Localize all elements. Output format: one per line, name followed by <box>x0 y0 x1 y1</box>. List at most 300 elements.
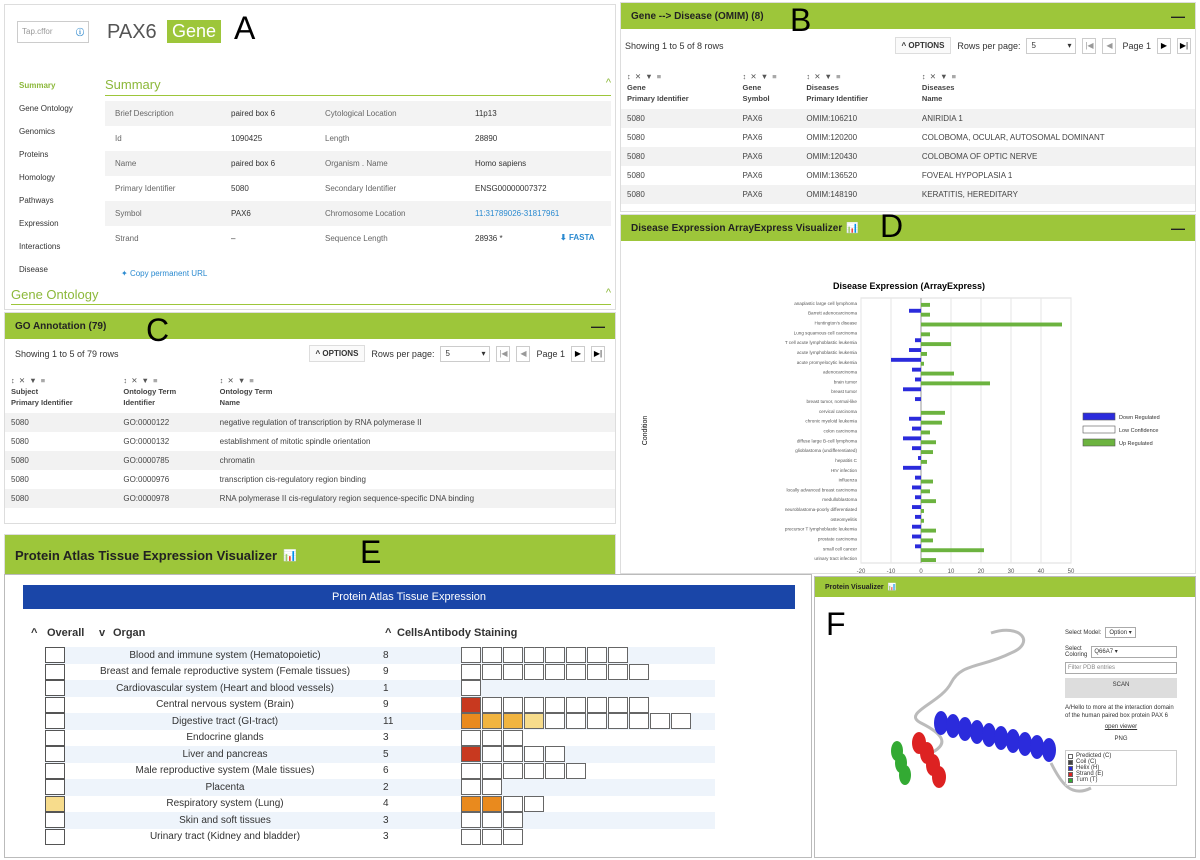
column-tools-icon[interactable]: ↕ ✕ ▼ ≡ <box>219 376 255 385</box>
table-cell: GO:0000978 <box>117 489 213 508</box>
cell-count: 9 <box>383 666 389 678</box>
sidebar-item[interactable]: Expression <box>19 219 59 228</box>
staining-cell[interactable] <box>545 664 565 680</box>
sort-icon[interactable]: ^ <box>31 627 38 639</box>
staining-cell[interactable] <box>482 647 502 663</box>
plot-area <box>861 298 1071 563</box>
sidebar-item[interactable]: Homology <box>19 173 56 182</box>
y-tick-label: breast tumor, normal-like <box>806 399 857 405</box>
table-cell: GO:0000976 <box>123 475 170 484</box>
staining-cell[interactable] <box>482 779 502 795</box>
staining-cell[interactable] <box>566 697 586 713</box>
column-header[interactable] <box>737 66 801 109</box>
staining-cell[interactable] <box>461 746 481 762</box>
summary-v1: – <box>231 234 236 243</box>
staining-cell[interactable] <box>545 697 565 713</box>
go-toolbar <box>5 339 615 368</box>
staining-cell[interactable] <box>482 829 502 845</box>
search-box[interactable] <box>17 21 89 43</box>
protein-atlas-panel <box>4 534 616 574</box>
staining-cell[interactable] <box>482 763 502 779</box>
bar-down <box>912 535 921 539</box>
summary-k1: Brief Description <box>115 109 174 118</box>
minimize-icon[interactable]: — <box>1171 220 1185 236</box>
table-cell: 5080 <box>11 437 29 446</box>
options-button[interactable]: ^ OPTIONS <box>309 345 366 362</box>
table-cell: PAX6 <box>742 171 763 180</box>
x-tick-label: -20 <box>856 569 866 575</box>
first-page-button[interactable]: |◀ <box>1082 38 1096 54</box>
staining-cell[interactable] <box>608 664 628 680</box>
rows-per-page-value: 5 <box>1031 40 1036 50</box>
staining-cell[interactable] <box>461 829 481 845</box>
rows-per-page-label: Rows per page: <box>957 40 1021 51</box>
sidebar-item[interactable]: Gene Ontology <box>19 104 73 113</box>
organ-row <box>45 796 715 813</box>
cell-count: 2 <box>383 781 389 793</box>
bar-up <box>921 509 924 513</box>
staining-cell[interactable] <box>608 647 628 663</box>
column-header[interactable] <box>117 370 213 413</box>
staining-cell[interactable] <box>482 812 502 828</box>
legend-swatch <box>1068 772 1073 777</box>
staining-cell[interactable] <box>566 647 586 663</box>
summary-v2: 11p13 <box>475 109 497 118</box>
staining-cell[interactable] <box>629 697 649 713</box>
disease-showing: Showing 1 to 5 of 8 rows <box>625 40 724 51</box>
staining-cell[interactable] <box>671 713 691 729</box>
disease-toolbar <box>621 29 1195 62</box>
table-cell: PAX6 <box>737 147 801 166</box>
column-header[interactable] <box>621 66 737 109</box>
staining-cell[interactable] <box>608 713 628 729</box>
bar-down <box>909 348 921 352</box>
organ-name: Breast and female reproductive system (Female tissues) <box>99 666 351 678</box>
summary-v2: 28936 * <box>475 234 503 243</box>
table-cell: COLOBOMA, OCULAR, AUTOSOMAL DOMINANT <box>921 133 1105 142</box>
summary-row <box>105 101 611 126</box>
column-header[interactable] <box>214 370 615 413</box>
staining-cells <box>461 647 629 663</box>
staining-cell[interactable] <box>608 697 628 713</box>
legend-label: Turn (T) <box>1076 777 1098 783</box>
bar-up <box>921 529 936 533</box>
arrayexpress-chart <box>621 241 1197 575</box>
column-header[interactable] <box>800 66 916 109</box>
y-tick-label: urinary tract infection <box>814 556 857 562</box>
column-tools-icon[interactable]: ↕ ✕ ▼ ≡ <box>742 72 778 81</box>
column-header-line1: Ontology Term <box>219 387 273 396</box>
fasta-link[interactable]: ⬇ FASTA <box>560 233 595 242</box>
permalink-link[interactable]: ✦ Copy permanent URL <box>121 269 208 278</box>
staining-cell[interactable] <box>566 713 586 729</box>
staining-cell[interactable] <box>545 746 565 762</box>
staining-cells <box>461 697 650 713</box>
go-panel-title: GO Annotation (79) <box>15 320 107 332</box>
overall-swatch <box>45 713 65 729</box>
sidebar-item[interactable]: Proteins <box>19 150 49 159</box>
table-cell: OMIM:148190 <box>800 185 916 204</box>
organ-name: Central nervous system (Brain) <box>156 699 294 711</box>
column-header[interactable] <box>916 66 1195 109</box>
table-cell: negative regulation of transcription by RNA polymerase II <box>214 413 615 432</box>
bar-up <box>921 499 936 503</box>
overall-swatch <box>45 763 65 779</box>
staining-cell[interactable] <box>482 730 502 746</box>
cell-count: 9 <box>383 699 389 711</box>
staining-cell[interactable] <box>503 796 523 812</box>
sidebar-nav <box>19 81 97 288</box>
collapse-icon[interactable]: ^ <box>605 287 611 299</box>
bar-up <box>921 431 930 435</box>
next-page-button[interactable]: ▶ <box>1157 38 1171 54</box>
y-tick-label: neuroblastoma-poorly differentiated <box>784 507 857 513</box>
table-header-row <box>621 66 1195 109</box>
staining-cell[interactable] <box>461 812 481 828</box>
go-annotation-panel <box>4 312 616 524</box>
rows-per-page-select[interactable] <box>1026 38 1076 54</box>
info-icon: ⓘ <box>76 28 84 37</box>
helix-green <box>891 741 911 785</box>
organ-row <box>45 829 715 846</box>
staining-cell[interactable] <box>461 713 481 729</box>
summary-title: Summary <box>105 77 161 92</box>
staining-cell[interactable] <box>503 812 523 828</box>
summary-v2: Homo sapiens <box>475 159 527 168</box>
y-tick-label: Barrett adenocarcinoma <box>807 310 857 316</box>
summary-v2: 28890 <box>475 134 498 143</box>
legend-label: Low Confidence <box>1119 428 1159 434</box>
collapse-icon[interactable]: ^ <box>605 77 611 89</box>
organ-row <box>45 680 715 697</box>
summary-v2[interactable]: 11:31789026-31817961 <box>475 209 560 218</box>
cell-count: 11 <box>383 715 394 727</box>
col-overall[interactable]: Overall <box>47 627 85 639</box>
staining-cell[interactable] <box>461 697 481 713</box>
staining-cell[interactable] <box>461 680 481 696</box>
column-header-line2: Symbol <box>742 94 770 103</box>
staining-cell[interactable] <box>461 779 481 795</box>
column-header-line1: Gene <box>627 83 646 92</box>
gene-badge: Gene <box>167 20 221 43</box>
column-header-line2: Identifier <box>123 398 156 407</box>
x-tick-label: 0 <box>919 569 923 575</box>
staining-cell[interactable] <box>629 713 649 729</box>
staining-cell[interactable] <box>629 664 649 680</box>
table-row <box>5 489 615 508</box>
bar-up <box>921 421 942 425</box>
legend-label: Up Regulated <box>1119 441 1153 447</box>
staining-cell[interactable] <box>566 664 586 680</box>
last-page-button[interactable]: ▶| <box>591 346 605 362</box>
staining-cell[interactable] <box>503 829 523 845</box>
staining-cell[interactable] <box>587 713 607 729</box>
staining-cell[interactable] <box>524 763 544 779</box>
options-label: OPTIONS <box>322 349 359 358</box>
bar-down <box>903 387 921 391</box>
staining-cell[interactable] <box>524 713 544 729</box>
png-button[interactable]: PNG <box>1114 736 1128 742</box>
legend-swatch <box>1083 426 1115 433</box>
organ-row <box>45 664 715 681</box>
staining-cell[interactable] <box>650 713 670 729</box>
overall-swatch <box>45 730 65 746</box>
column-tools-icon[interactable]: ↕ ✕ ▼ ≡ <box>123 376 159 385</box>
open-viewer-link[interactable]: open viewer <box>1104 724 1138 730</box>
prev-page-button[interactable]: ◀ <box>1102 38 1116 54</box>
staining-cell[interactable] <box>524 697 544 713</box>
options-button[interactable]: ^ OPTIONS <box>895 37 952 54</box>
bar-down <box>915 544 921 548</box>
legend-label: Helix (H) <box>1076 765 1100 771</box>
sort-icon[interactable]: v <box>99 627 106 639</box>
table-cell: GO:0000785 <box>117 451 213 470</box>
protein-atlas-bar <box>5 535 615 575</box>
table-cell: 5080 <box>621 109 737 128</box>
y-tick-label: small cell cancer <box>823 546 857 552</box>
sidebar-item[interactable]: Summary <box>19 81 56 90</box>
staining-cell[interactable] <box>503 763 523 779</box>
bar-down <box>912 525 921 529</box>
arrayexpress-title: Disease Expression ArrayExpress Visualizer <box>631 222 843 234</box>
bar-down <box>912 446 921 450</box>
sidebar-item[interactable]: Pathways <box>19 196 54 205</box>
y-tick-label: precursor T lymphoblastic leukemia <box>784 526 857 532</box>
staining-cell[interactable] <box>503 664 523 680</box>
table-cell: GO:0000122 <box>117 413 213 432</box>
column-header-line1: Ontology Term <box>123 387 177 396</box>
cell-count: 6 <box>383 765 389 777</box>
staining-cell[interactable] <box>587 664 607 680</box>
staining-cell[interactable] <box>566 763 586 779</box>
bar-down <box>912 427 921 431</box>
staining-cell[interactable] <box>482 713 502 729</box>
table-cell: OMIM:120430 <box>800 147 916 166</box>
column-header-line2: Primary Identifier <box>11 398 73 407</box>
y-tick-label: prostate carcinoma <box>817 536 857 542</box>
table-cell: 5080 <box>627 171 645 180</box>
staining-cell[interactable] <box>461 763 481 779</box>
bar-down <box>903 466 921 470</box>
y-tick-label: medulloblastoma <box>822 497 857 503</box>
x-tick-label: 50 <box>1067 569 1075 575</box>
table-cell: ANIRIDIA 1 <box>916 109 1195 128</box>
model-select[interactable]: Option ▾ <box>1105 627 1135 638</box>
column-header-line1: Gene <box>742 83 762 92</box>
table-row <box>621 147 1195 166</box>
coloring-select[interactable]: Q66A7 ▾ <box>1091 646 1177 658</box>
search-placeholder: Tap.cffor <box>22 27 53 36</box>
x-tick-label: 20 <box>977 569 985 575</box>
column-header[interactable] <box>5 370 117 413</box>
summary-k2: Chromosome Location <box>325 209 406 218</box>
col-cells[interactable]: Cells <box>397 627 424 639</box>
staining-cell[interactable] <box>587 697 607 713</box>
model-select-value: Option <box>1109 630 1128 636</box>
staining-cell[interactable] <box>503 697 523 713</box>
table-row <box>5 451 615 470</box>
table-row <box>5 413 615 432</box>
page-label: Page 1 <box>536 348 565 359</box>
column-tools-icon[interactable]: ↕ ✕ ▼ ≡ <box>806 72 842 81</box>
legend-label: Coil (C) <box>1076 759 1097 765</box>
staining-cell[interactable] <box>524 796 544 812</box>
staining-cell[interactable] <box>545 763 565 779</box>
prev-page-button[interactable]: ◀ <box>516 346 530 362</box>
chart-icon: 📊 <box>283 549 297 562</box>
x-tick-label: 30 <box>1007 569 1015 575</box>
cell-count: 3 <box>383 732 389 744</box>
y-tick-label: cervical carcinoma <box>818 408 857 414</box>
scan-button[interactable]: SCAN <box>1065 678 1177 698</box>
legend-swatch <box>1068 760 1073 765</box>
staining-cell[interactable] <box>461 664 481 680</box>
legend-item <box>1068 777 1174 783</box>
staining-cell[interactable] <box>545 647 565 663</box>
bar-up <box>921 538 933 542</box>
table-cell: PAX6 <box>737 185 801 204</box>
organ-row <box>45 713 715 730</box>
staining-cell[interactable] <box>503 713 523 729</box>
x-tick-label: -10 <box>886 569 896 575</box>
staining-cell[interactable] <box>461 647 481 663</box>
staining-cell[interactable] <box>482 664 502 680</box>
staining-cell[interactable] <box>587 647 607 663</box>
go-panel-bar <box>5 313 615 339</box>
last-page-button[interactable]: ▶| <box>1177 38 1191 54</box>
select-label: Select <box>1065 646 1082 652</box>
y-tick-label: anaplastic large cell lymphoma <box>794 300 857 306</box>
bar-down <box>912 505 921 509</box>
table-cell: COLOBOMA OF OPTIC NERVE <box>916 147 1195 166</box>
bar-up <box>921 323 1062 327</box>
staining-cells <box>461 680 482 696</box>
sidebar-item[interactable]: Interactions <box>19 242 61 251</box>
organ-name: Male reproductive system (Male tissues) <box>135 765 315 777</box>
staining-cell[interactable] <box>524 647 544 663</box>
bar-down <box>915 378 921 382</box>
table-cell: 5080 <box>621 185 737 204</box>
staining-cell[interactable] <box>482 796 502 812</box>
page-label: Page 1 <box>1122 40 1151 51</box>
cell-count: 4 <box>383 798 389 810</box>
label-b: B <box>790 2 812 38</box>
next-page-button[interactable]: ▶ <box>571 346 585 362</box>
staining-cell[interactable] <box>503 730 523 746</box>
organ-name: Respiratory system (Lung) <box>166 798 284 810</box>
bar-down <box>915 476 921 480</box>
table-cell: PAX6 <box>742 133 763 142</box>
minimize-icon[interactable]: — <box>1171 8 1185 24</box>
x-tick-label: 10 <box>947 569 955 575</box>
bar-up <box>921 303 930 307</box>
staining-cell[interactable] <box>482 746 502 762</box>
summary-k1: Primary Identifier <box>115 184 176 193</box>
bar-down <box>915 397 921 401</box>
summary-v1: 5080 <box>231 184 249 193</box>
first-page-button[interactable]: |◀ <box>496 346 510 362</box>
y-tick-label: diffuse large B-cell lymphoma <box>796 438 857 444</box>
summary-table <box>105 101 611 251</box>
organ-name: Blood and immune system (Hematopoietic) <box>129 649 321 661</box>
overall-swatch <box>45 680 65 696</box>
chart-icon: 📊 <box>887 584 897 591</box>
col-staining[interactable]: Antibody Staining <box>423 627 518 639</box>
legend-swatch <box>1068 754 1073 759</box>
column-tools-icon[interactable]: ↕ ✕ ▼ ≡ <box>627 72 663 81</box>
staining-cells <box>461 746 566 762</box>
staining-cell[interactable] <box>482 697 502 713</box>
column-header-line2: Primary Identifier <box>627 94 689 103</box>
legend-swatch <box>1083 439 1115 446</box>
organ-name: Skin and soft tissues <box>179 814 271 826</box>
staining-cell[interactable] <box>503 647 523 663</box>
summary-k1: Name <box>115 159 137 168</box>
column-tools-icon[interactable]: ↕ ✕ ▼ ≡ <box>921 72 957 81</box>
fasta-label: FASTA <box>568 233 595 242</box>
go-section-title: Gene Ontology <box>11 287 99 302</box>
bar-up <box>921 558 936 562</box>
table-row <box>621 128 1195 147</box>
staining-cell[interactable] <box>503 746 523 762</box>
viewer-bar <box>815 577 1195 597</box>
viewer-title: Protein Visualizer <box>825 583 884 591</box>
bar-up <box>921 381 990 385</box>
pdb-filter-input[interactable]: Filter PDB entries <box>1065 662 1177 674</box>
sort-icon[interactable]: ^ <box>385 627 392 639</box>
staining-cells <box>461 779 503 795</box>
bar-up <box>921 440 936 444</box>
summary-header[interactable] <box>105 77 611 96</box>
column-header-line2: Name <box>921 94 943 103</box>
staining-cell[interactable] <box>461 796 481 812</box>
staining-cell[interactable] <box>545 713 565 729</box>
column-header-line2: Name <box>219 398 241 407</box>
table-row <box>5 470 615 489</box>
summary-row <box>105 151 611 176</box>
column-header-line2: Primary Identifier <box>806 94 869 103</box>
overall-swatch <box>45 647 65 663</box>
sidebar-item[interactable]: Genomics <box>19 127 56 136</box>
organ-row <box>45 812 715 829</box>
organ-row <box>45 746 715 763</box>
summary-k1: Symbol <box>115 209 142 218</box>
go-section-header[interactable] <box>11 287 611 305</box>
rows-per-page-select[interactable] <box>440 346 490 362</box>
staining-cell[interactable] <box>524 664 544 680</box>
table-cell: OMIM:106210 <box>800 109 916 128</box>
staining-cell[interactable] <box>461 730 481 746</box>
label-d: D <box>880 208 904 244</box>
staining-cell[interactable] <box>524 746 544 762</box>
col-organ[interactable]: Organ <box>113 627 146 639</box>
staining-cells <box>461 713 692 729</box>
sidebar-item[interactable]: Disease <box>19 265 48 274</box>
overall-swatch <box>45 779 65 795</box>
column-tools-icon[interactable]: ↕ ✕ ▼ ≡ <box>11 376 47 385</box>
bar-up <box>921 489 930 493</box>
y-tick-label: adenocarcinoma <box>823 369 857 375</box>
table-cell: 5080 <box>5 413 117 432</box>
bar-down <box>909 417 921 421</box>
minimize-icon[interactable]: — <box>591 318 605 334</box>
summary-v1: paired box 6 <box>231 109 276 118</box>
summary-k2: Cytological Location <box>325 109 397 118</box>
cell-count: 3 <box>383 831 389 843</box>
summary-v1: paired box 6 <box>231 159 276 168</box>
table-row <box>621 166 1195 185</box>
y-tick-label: T cell acute lymphoblastic leukemia <box>784 340 857 346</box>
